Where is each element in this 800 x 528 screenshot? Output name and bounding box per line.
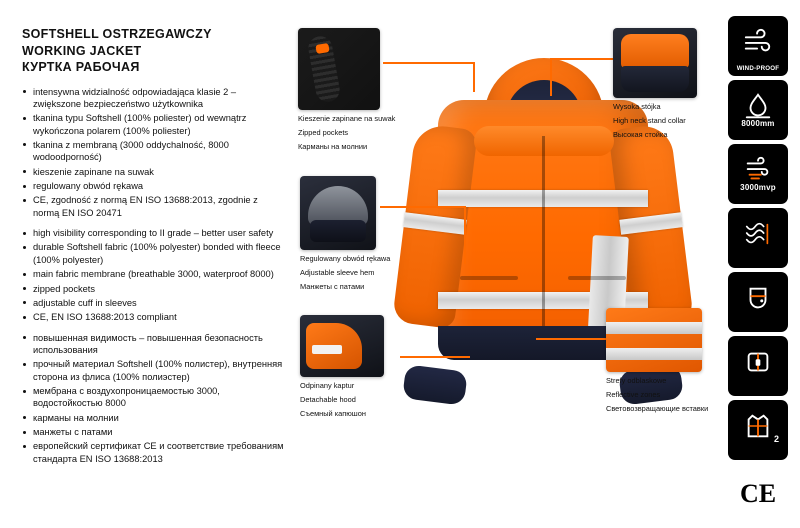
caption-en: Detachable hood — [300, 395, 356, 405]
caption-pl: Strefy odblaskowe — [606, 376, 667, 385]
ce-mark-label: CE — [739, 479, 777, 508]
safety-vest-glyph — [743, 411, 773, 441]
pocket-right — [568, 276, 626, 280]
fleece-lining-icon — [728, 208, 788, 268]
feature-icon-rail — [728, 16, 794, 528]
wind-proof-label: WIND-PROOF — [736, 65, 780, 72]
wind-proof-icon — [728, 16, 788, 76]
features-ru — [22, 332, 284, 466]
zip-pocket-icon — [728, 336, 788, 396]
breathable-glyph — [743, 155, 773, 185]
list-item: манжеты с патами — [22, 426, 284, 438]
list-item: CE, EN ISO 13688:2013 compliant — [22, 311, 284, 323]
features-pl — [22, 86, 284, 220]
caption-en: Reflective zones — [606, 390, 661, 400]
caption-pl: Kieszenie zapinane na suwak — [298, 114, 396, 123]
cuff-photo — [300, 176, 376, 250]
list-item: CE, zgodność z normą EN ISO 13688:2013, zgodnie z normą EN ISO 20471 — [22, 194, 284, 219]
title-line-ru: КУРТКА РАБОЧАЯ — [22, 60, 140, 74]
caption-pl: Wysoka stójka — [613, 102, 661, 111]
list-item: regulowany obwód rękawa — [22, 180, 284, 192]
list-item: повышенная видимость – повышенная безопасность использования — [22, 332, 284, 357]
list-item: прочный материал Softshell (100% полистер), внутренняя сторона из флиса (100% полиэстер) — [22, 358, 284, 383]
reflective-zone-photo — [606, 308, 702, 372]
breathable-icon — [728, 144, 788, 204]
list-item: high visibility corresponding to II grade – better user safety — [22, 227, 284, 239]
list-item: европейский сертификат CE и соответствие требованиям стандарта EN ISO 13688:2013 — [22, 440, 284, 465]
zipped-pocket-photo — [298, 28, 380, 110]
list-item: main fabric membrane (breathable 3000, waterproof 8000) — [22, 268, 284, 280]
breathable-value: 3000mvp — [740, 183, 776, 192]
hi-vis-class-value: 2 — [773, 434, 779, 444]
detail-reflective-zones — [606, 308, 710, 415]
collar-photo — [613, 28, 697, 98]
page-title — [22, 26, 284, 76]
text-column — [22, 26, 284, 473]
caption-ru: Манжеты с патами — [300, 282, 365, 292]
caption-pl: Regulowany obwód rękawa — [300, 254, 391, 263]
detail-adjustable-sleeve — [300, 176, 400, 293]
caption-en: High neck stand collar — [613, 116, 686, 126]
cuff-glyph — [743, 283, 773, 313]
left-cuff-shape — [402, 364, 468, 405]
list-item: tkanina typu Softshell (100% poliester) od wewnątrz wykończona polarem (100% poliester) — [22, 112, 284, 137]
list-item: intensywna widzialność odpowiadająca klasie 2 – zwiększone bezpieczeństwo użytkownika — [22, 86, 284, 111]
leader-line-pockets-2 — [473, 62, 475, 92]
list-item: adjustable cuff in sleeves — [22, 297, 284, 309]
list-item: durable Softshell fabric (100% polyester) bonded with fleece (100% polyester) — [22, 241, 284, 266]
title-line-en: WORKING JACKET — [22, 43, 142, 58]
detail-detachable-hood — [300, 315, 400, 420]
hi-vis-class-icon — [728, 400, 788, 460]
ce-mark-icon — [728, 464, 788, 524]
caption-ru: Карманы на молнии — [298, 142, 368, 152]
pocket-left — [460, 276, 518, 280]
title-line-pl: SOFTSHELL OSTRZEGAWCZY — [22, 27, 212, 41]
hood-photo — [300, 315, 384, 377]
zip-glyph — [743, 347, 773, 377]
leader-line-sleeve-2 — [464, 206, 466, 264]
product-photo-area — [288, 0, 718, 447]
caption-pl: Odpinany kaptur — [300, 381, 355, 390]
list-item: zipped pockets — [22, 283, 284, 295]
front-zipper — [542, 136, 545, 336]
features-en — [22, 227, 284, 324]
fleece-glyph — [743, 219, 773, 249]
caption-ru: Высокая стойка — [613, 130, 668, 140]
list-item: мембрана с воздухопроницаемостью 3000, водостойкостью 8000 — [22, 385, 284, 410]
caption-ru: Съемный капюшон — [300, 409, 366, 419]
caption-ru: Световозвращающие вставки — [606, 404, 709, 414]
list-item: карманы на молнии — [22, 412, 284, 424]
list-item: kieszenie zapinane na suwak — [22, 166, 284, 178]
waterproof-value: 8000mm — [741, 119, 775, 128]
list-item: tkanina z membraną (3000 oddychalność, 8000 wodoodporność) — [22, 139, 284, 164]
detail-high-collar — [613, 28, 713, 141]
waterproof-icon — [728, 80, 788, 140]
caption-en: Zipped pockets — [298, 128, 349, 138]
droplet-glyph — [743, 91, 773, 121]
leader-line-collar — [550, 58, 618, 60]
wind-glyph — [743, 27, 773, 57]
leader-line-hood — [400, 356, 470, 358]
leader-line-collar-2 — [550, 58, 552, 96]
caption-en: Adjustable sleeve hem — [300, 268, 375, 278]
adjustable-cuff-icon — [728, 272, 788, 332]
detail-zipped-pockets — [298, 28, 398, 153]
